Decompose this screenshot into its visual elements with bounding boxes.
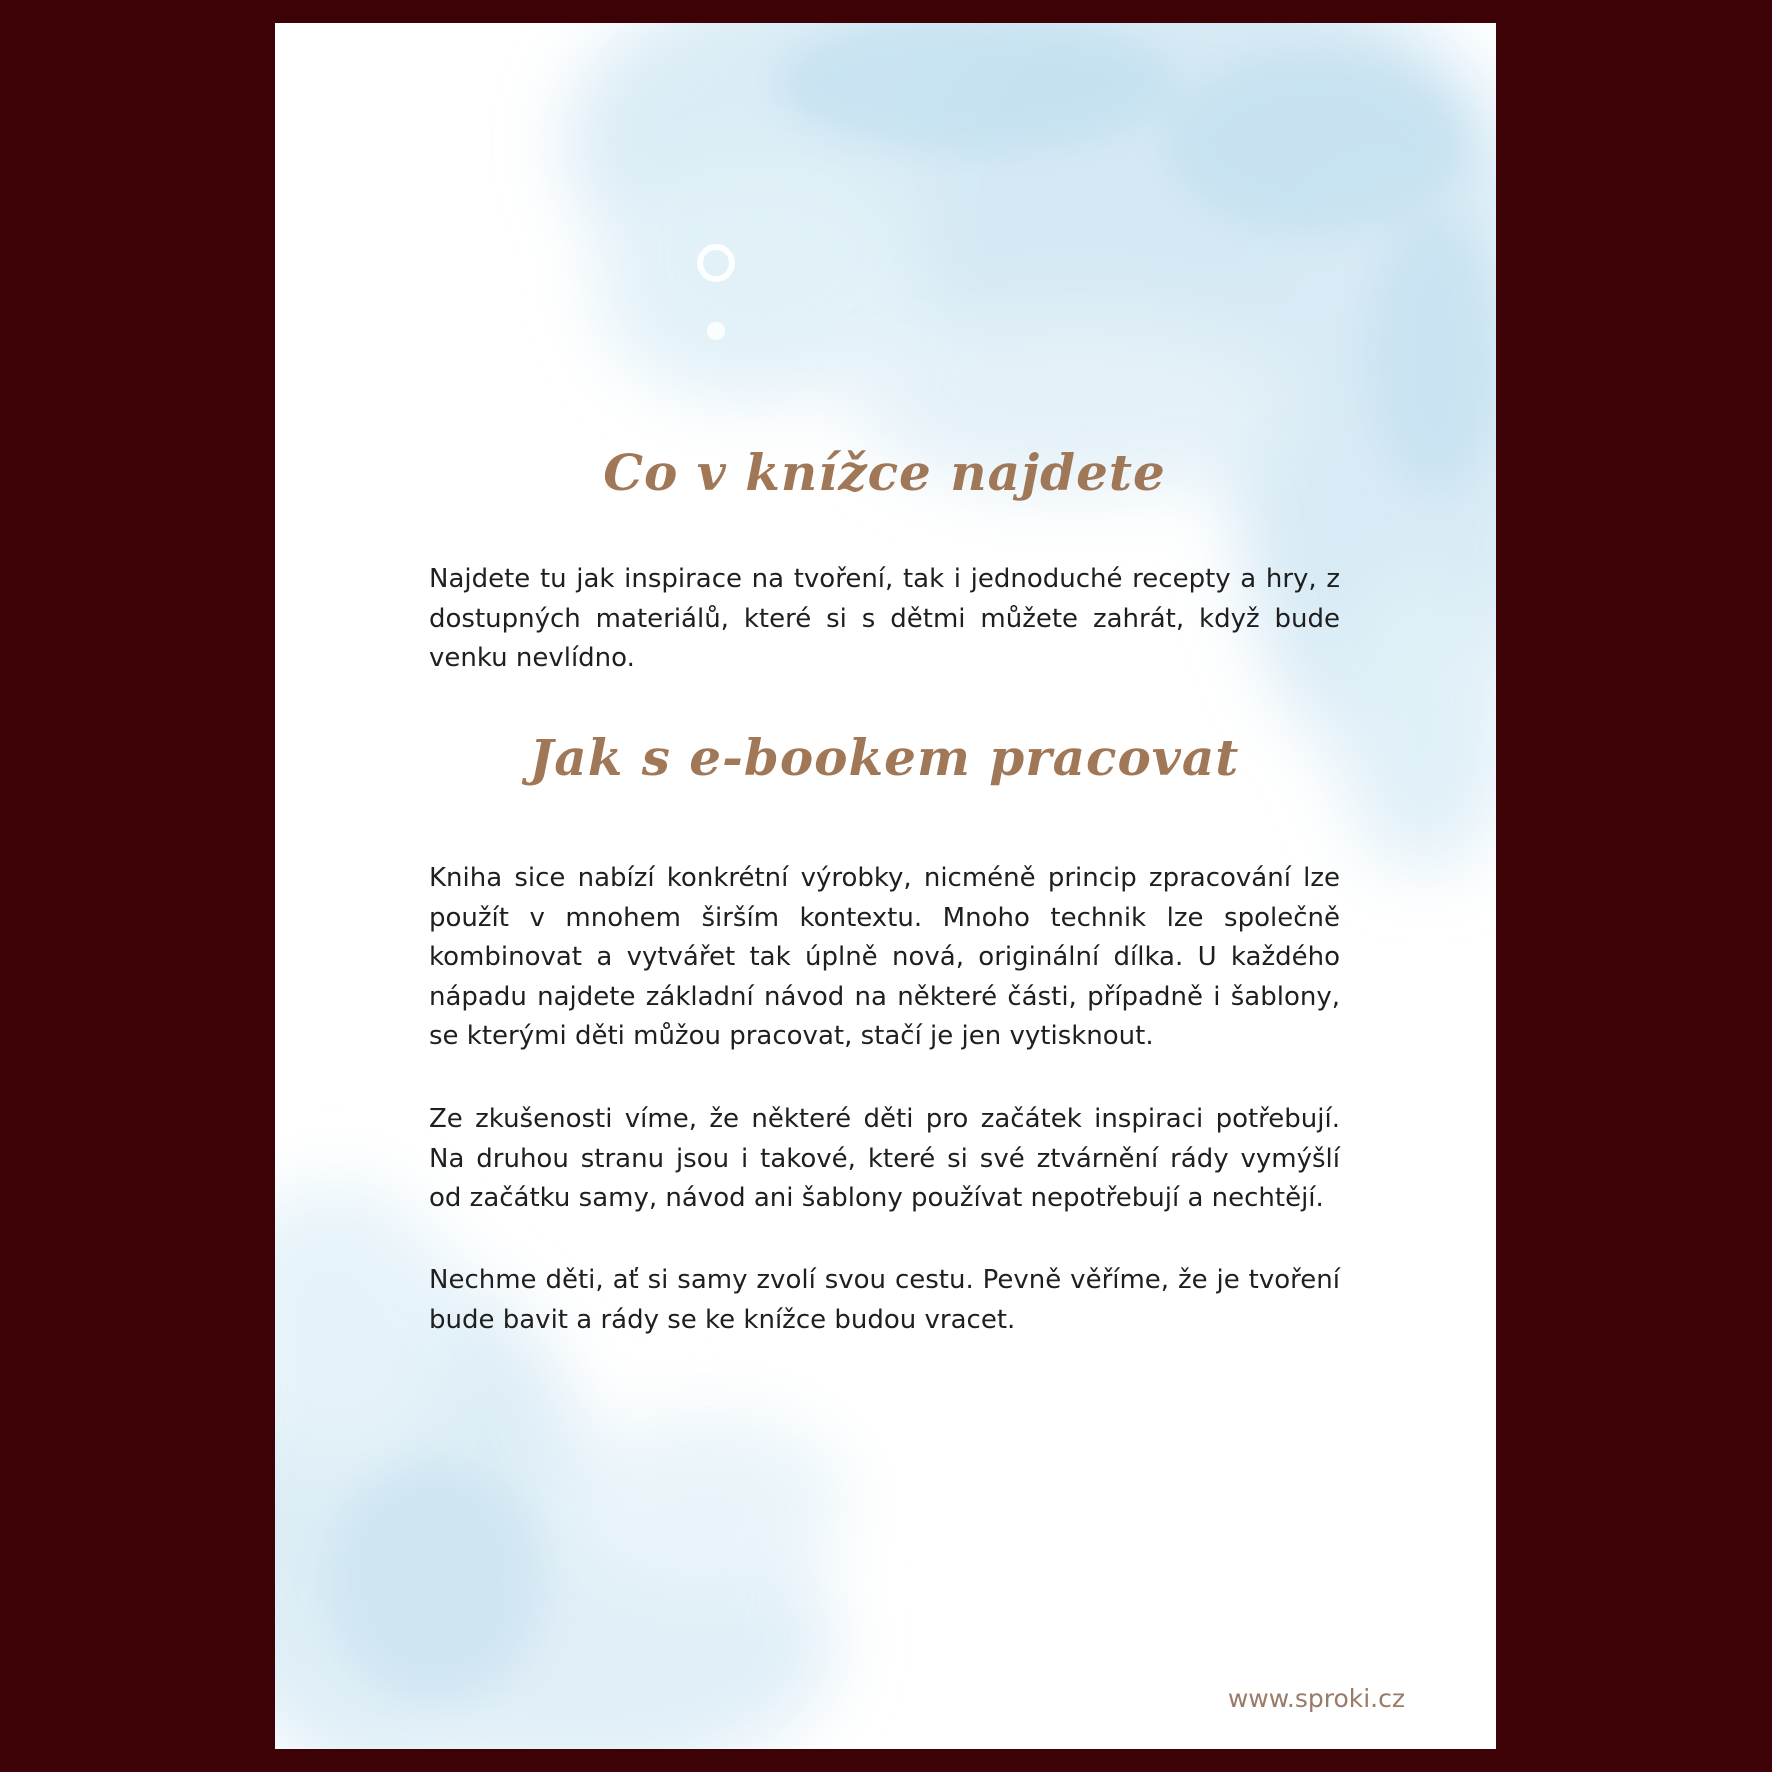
section-heading-what-you-find: Co v knížce najdete xyxy=(603,443,1166,502)
paragraph-experience: Ze zkušenosti víme, že některé děti pro začátek inspiraci potřebují. Na druhou stranu jsou i takové, které si své ztvárnění rády vymýšlí od začátku samy, návod ani šablony používat nepotřebují a nechtějí. xyxy=(429,1104,1340,1213)
paragraph-how-to-work: Kniha sice nabízí konkrétní výrobky, nicméně princip zpracování lze použít v mnohem širším kontextu. Mnoho technik lze společně kombinovat a vytvářet tak úplně nová, originální dílka. U každého nápadu najdete základní návod na některé části, případně i šablony, se kterými děti můžou pracovat, stačí je jen vytisknout. xyxy=(429,863,1340,1051)
section-heading-how-to-work: Jak s e-bookem pracovat xyxy=(529,728,1240,787)
paragraph-intro: Najdete tu jak inspirace na tvoření, tak i jednoduché recepty a hry, z dostupných materiálů, které si s dětmi můžete zahrát, když bude venku nevlídno. xyxy=(429,564,1340,673)
document-page xyxy=(275,23,1496,1749)
paragraph-closing: Nechme děti, ať si samy zvolí svou cestu. Pevně věříme, že je tvoření bude bavit a rády se ke knížce budou vracet. xyxy=(429,1265,1340,1335)
footer-url[interactable]: www.sproki.cz xyxy=(1227,1684,1405,1713)
